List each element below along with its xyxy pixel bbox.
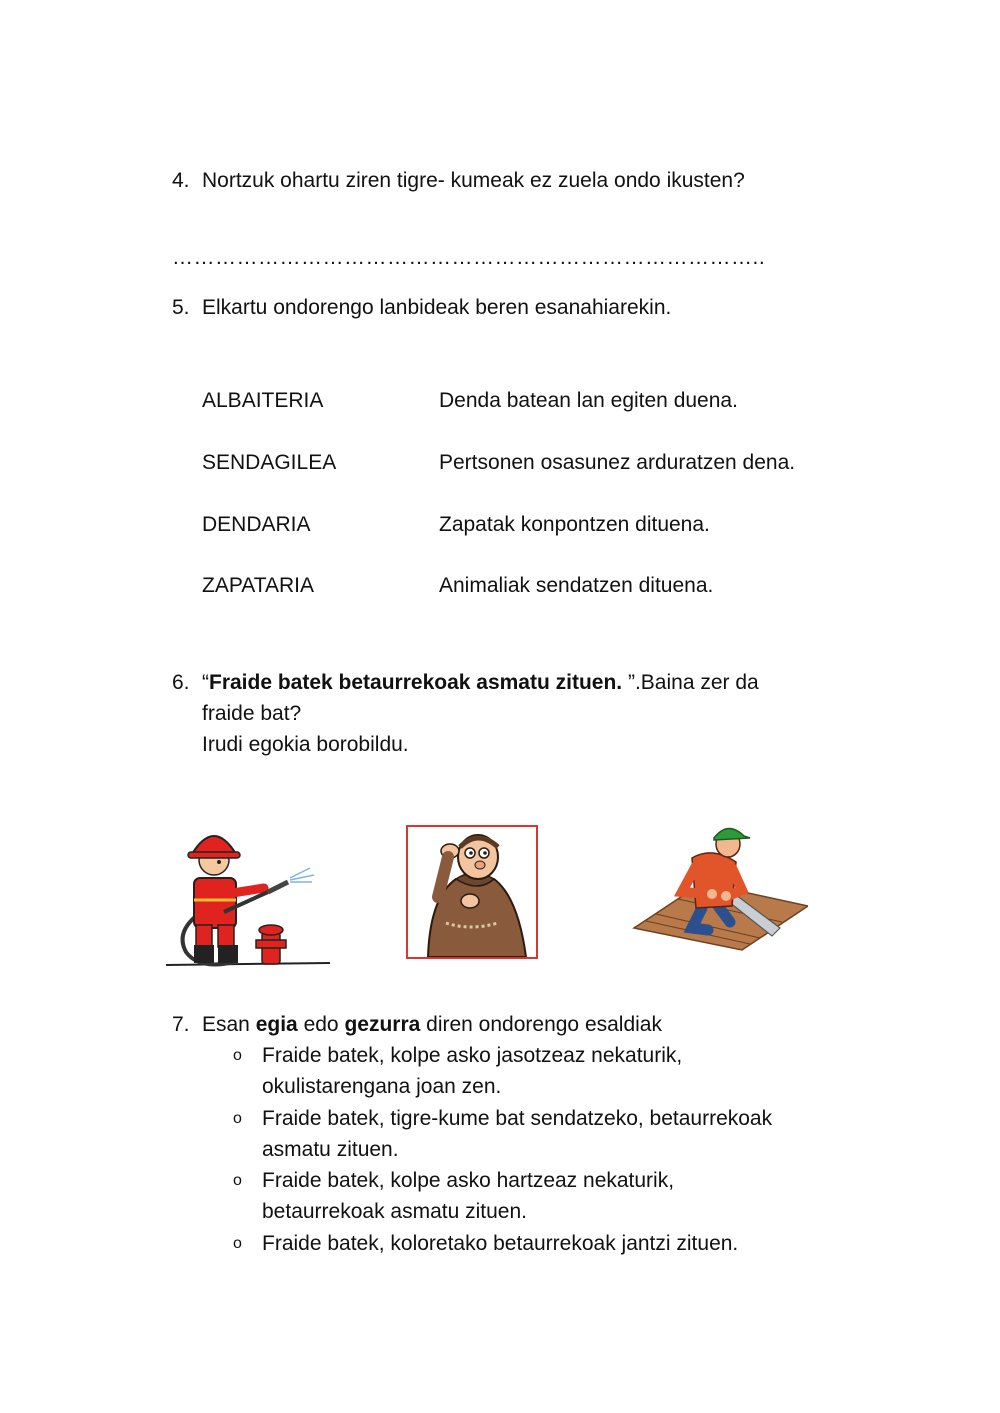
bullet-circle-icon: o <box>233 1235 242 1252</box>
profession-1[interactable]: ALBAITERIA <box>202 389 324 412</box>
statement-1-line2[interactable]: okulistarengana joan zen. <box>262 1075 502 1098</box>
q7-number: 7. <box>172 1013 190 1036</box>
q4-number: 4. <box>172 169 190 192</box>
q6-instruction: Irudi egokia borobildu. <box>202 733 409 756</box>
meaning-2[interactable]: Pertsonen osasunez arduratzen dena. <box>439 451 796 474</box>
q7-pre: Esan <box>202 1013 256 1036</box>
profession-3[interactable]: DENDARIA <box>202 513 311 536</box>
friar-image-frame[interactable] <box>406 825 538 959</box>
q5-question: Elkartu ondorengo lanbideak beren esanahiarekin. <box>202 296 672 319</box>
profession-2[interactable]: SENDAGILEA <box>202 451 337 474</box>
statement-4-line1[interactable]: Fraide batek, koloretako betaurrekoak jantzi zituen. <box>262 1232 739 1255</box>
meaning-4[interactable]: Animaliak sendatzen dituena. <box>439 574 714 597</box>
bullet-circle-icon: o <box>233 1172 242 1189</box>
q6-bold-quote: Fraide batek betaurrekoak asmatu zituen. <box>209 671 623 694</box>
q6-number: 6. <box>172 671 190 694</box>
q6-open-quote: “ <box>202 671 209 694</box>
carpenter-image[interactable] <box>632 818 808 953</box>
meaning-3[interactable]: Zapatak konpontzen dituena. <box>439 513 710 536</box>
bullet-circle-icon: o <box>233 1047 242 1064</box>
meaning-1[interactable]: Denda batean lan egiten duena. <box>439 389 738 412</box>
q7-mid: edo <box>297 1013 345 1036</box>
statement-3-line1[interactable]: Fraide batek, kolpe asko hartzeaz nekaturik, <box>262 1169 675 1192</box>
statement-3-line2[interactable]: betaurrekoak asmatu zituen. <box>262 1200 527 1223</box>
firefighter-image[interactable] <box>164 820 336 975</box>
profession-4[interactable]: ZAPATARIA <box>202 574 315 597</box>
q4-question: Nortzuk ohartu ziren tigre- kumeak ez zuela ondo ikusten? <box>202 169 745 192</box>
q7-post: diren ondorengo esaldiak <box>420 1013 662 1036</box>
q7-bold-true: egia <box>255 1013 298 1036</box>
q7-bold-false: gezurra <box>344 1013 421 1036</box>
q4-answer-line[interactable]: ……………………………………………………………………….. <box>172 246 766 269</box>
q6-after-quote: ”.Baina zer da <box>622 671 759 694</box>
q5-number: 5. <box>172 296 190 319</box>
statement-2-line2[interactable]: asmatu zituen. <box>262 1138 399 1161</box>
q6-question-line2: fraide bat? <box>202 702 302 725</box>
q7-question <box>202 1009 662 1040</box>
statement-1-line1[interactable]: Fraide batek, kolpe asko jasotzeaz nekaturik, <box>262 1044 683 1067</box>
friar-image <box>408 827 536 957</box>
statement-2-line1[interactable]: Fraide batek, tigre-kume bat sendatzeko, betaurrekoak <box>262 1107 773 1130</box>
bullet-circle-icon: o <box>233 1110 242 1127</box>
q6-question-line1 <box>202 667 759 698</box>
